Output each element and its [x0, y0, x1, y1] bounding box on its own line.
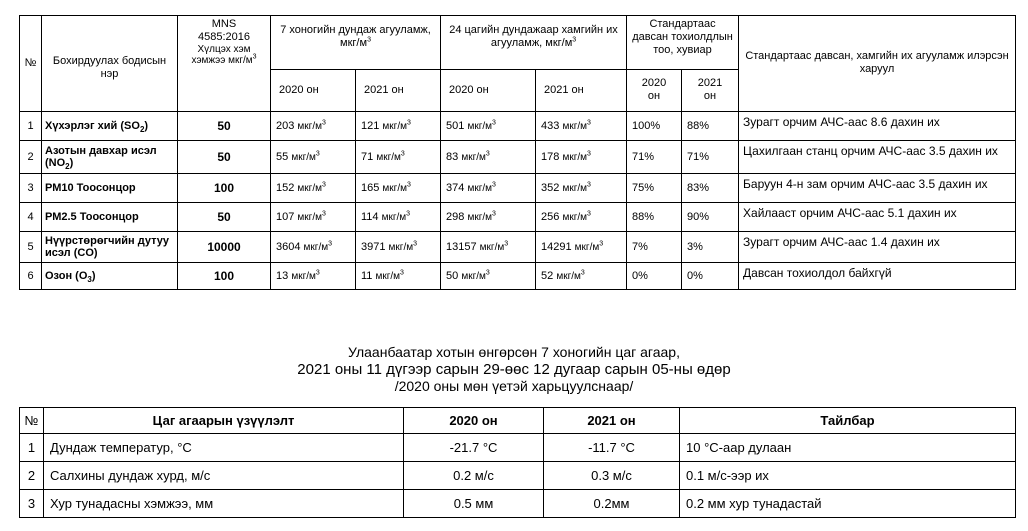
value-number: 14291: [541, 240, 572, 253]
row-num: 6: [20, 262, 42, 289]
value-unit: мкг/м: [388, 241, 414, 253]
header-avg-2021: 2021 он: [356, 69, 441, 111]
exceed-2020: 100%: [627, 111, 682, 140]
exceed-2021: 0%: [682, 262, 739, 289]
value-cell: 52 мкг/$м^3$: [536, 262, 627, 289]
exceed-2021: 3%: [682, 231, 739, 262]
pollutant-formula: SO: [124, 119, 140, 132]
value-cell: 203 мкг/$м^3$: [271, 111, 356, 140]
weather-value-2020: -21.7 °С: [404, 434, 544, 462]
value-number: 55: [276, 150, 289, 163]
value-number: 13: [276, 269, 289, 282]
remark-cell: Давсан тохиолдол байхгүй: [739, 262, 1016, 289]
standard-value: 50: [178, 111, 271, 140]
pollutant-name: Азотын давхар исэл: [45, 144, 157, 157]
value-cell: 256 мкг/$м^3$: [536, 202, 627, 231]
value-unit: мкг/м: [375, 270, 401, 282]
value-unit: мкг/м: [562, 151, 587, 163]
pollutant-name: Хүхэрлэг хий: [45, 119, 118, 132]
value-number: 3604: [276, 240, 301, 253]
weather-value-2020: 0.2 м/с: [404, 462, 544, 490]
value-cell: 165 мкг/$м^3$: [356, 173, 441, 202]
weather-title: [0, 344, 1028, 395]
header-mns-line1: MNS: [211, 18, 237, 30]
weather-row-num: 2: [20, 462, 44, 490]
weather-header-2021: 2021 он: [544, 408, 680, 434]
exceed-2021: 83%: [682, 173, 739, 202]
standard-value: 50: [178, 140, 271, 173]
value-number: 178: [541, 150, 560, 163]
header-avg7-label: 7 хоногийн дундаж агууламж, мкг/м: [280, 24, 431, 49]
value-cell: 352 мкг/$м^3$: [536, 173, 627, 202]
row-num: 2: [20, 140, 42, 173]
value-cell: 83 мкг/$м^3$: [441, 140, 536, 173]
value-number: 107: [276, 210, 295, 223]
weather-indicator: Дундаж температур, °С: [44, 434, 404, 462]
weather-value-2020: 0.5 мм: [404, 490, 544, 518]
weather-header-note: Тайлбар: [680, 408, 1016, 434]
value-unit: мкг/м: [303, 241, 329, 253]
weather-value-2021: 0.2мм: [544, 490, 680, 518]
value-number: 433: [541, 119, 560, 132]
value-unit: мкг/м: [467, 182, 492, 194]
pollutant-formula-sub: 2: [65, 161, 70, 171]
value-number: 52: [541, 269, 554, 282]
weather-value-2021: 0.3 м/с: [544, 462, 680, 490]
weather-note: 0.2 мм хур тунадастай: [680, 490, 1016, 518]
value-number: 3971: [361, 240, 386, 253]
weather-title-line2: 2021 оны 11 дүгээр сарын 29-өөс 12 дугаар сарын 05-ны өдөр: [297, 361, 731, 378]
exceed-2021: 90%: [682, 202, 739, 231]
header-mns-desc: Хүлцэх хэм хэмжээ мкг/$м^3$: [178, 44, 271, 111]
value-cell: 152 мкг/$м^3$: [271, 173, 356, 202]
weather-header-indicator: Цаг агаарын үзүүлэлт: [44, 408, 404, 434]
pollutant-name: Озон: [45, 269, 73, 282]
exceed-2020: 88%: [627, 202, 682, 231]
header-num: №: [20, 16, 42, 112]
header-mns-desc-label: Хүлцэх хэм хэмжээ мкг/м: [191, 44, 253, 66]
value-unit: мкг/м: [562, 182, 587, 194]
value-cell: 13 мкг/$м^3$: [271, 262, 356, 289]
pollutant-formula: O: [78, 269, 88, 282]
header-ex-2020: [627, 69, 682, 111]
value-unit: мкг/м: [381, 211, 407, 223]
value-number: 374: [446, 181, 465, 194]
weather-table-body: [20, 434, 1016, 518]
remark-cell: Хайлааст орчим АЧС-аас 5.1 дахин их: [739, 202, 1016, 231]
value-unit: мкг/м: [461, 151, 486, 163]
pollutant-cell: [42, 173, 178, 202]
pollutant-row: [20, 140, 1016, 173]
weather-indicator: Салхины дундаж хурд, м/с: [44, 462, 404, 490]
value-cell: 71 мкг/$м^3$: [356, 140, 441, 173]
pollutant-row: [20, 173, 1016, 202]
value-unit: мкг/м: [461, 270, 486, 282]
value-unit: мкг/м: [562, 120, 587, 132]
weather-row: [20, 462, 1016, 490]
header-max24-label: 24 цагийн дундажаар хамгийн их агууламж, мкг/м: [449, 24, 618, 49]
weather-row: [20, 434, 1016, 462]
value-cell: 501 мкг/$м^3$: [441, 111, 536, 140]
pollutant-cell: [42, 202, 178, 231]
value-cell: 3604 мкг/$м^3$: [271, 231, 356, 262]
header-exceed: Стандартаас давсан тохиолдлын тоо, хувиар: [627, 16, 739, 70]
exceed-2021: 71%: [682, 140, 739, 173]
header-pollutant: [42, 16, 178, 112]
pollution-table: [19, 15, 1016, 290]
value-number: 203: [276, 119, 295, 132]
pollutant-formula-sub: 3: [87, 274, 92, 284]
header-max-2021: 2021 он: [536, 69, 627, 111]
pollutant-formula-sub: 2: [139, 124, 145, 134]
value-unit: мкг/м: [479, 241, 505, 253]
value-number: 83: [446, 150, 459, 163]
pollutant-name: РМ2.5 Тоосонцор: [45, 210, 139, 223]
value-number: 114: [361, 210, 379, 223]
pollutant-formula: CO: [77, 246, 94, 259]
weather-note: 10 °С-аар дулаан: [680, 434, 1016, 462]
value-number: 152: [276, 181, 295, 194]
header-avg7: 7 хоногийн дундаж агууламж, мкг/$м^3$: [271, 16, 441, 70]
weather-table: [19, 407, 1016, 518]
value-cell: 11 мкг/$м^3$: [356, 262, 441, 289]
value-unit: мкг/м: [556, 270, 581, 282]
value-number: 298: [446, 210, 465, 223]
weather-indicator: Хур тунадасны хэмжээ, мм: [44, 490, 404, 518]
value-number: 165: [361, 181, 380, 194]
exceed-2020: 7%: [627, 231, 682, 262]
exceed-2020: 75%: [627, 173, 682, 202]
remark-cell: Зурагт орчим АЧС-аас 8.6 дахин их: [739, 111, 1016, 140]
pollutant-cell: Нүүрстөрөгчийн дутуу исэл (CO): [42, 231, 178, 262]
value-unit: мкг/м: [382, 182, 407, 194]
value-cell: 178 мкг/$м^3$: [536, 140, 627, 173]
value-number: 256: [541, 210, 560, 223]
header-mns: [178, 16, 271, 45]
value-cell: 298 мкг/$м^3$: [441, 202, 536, 231]
value-unit: мкг/м: [467, 120, 492, 132]
header-avg-2020: 2020 он: [271, 69, 356, 111]
weather-note: 0.1 м/с-ээр их: [680, 462, 1016, 490]
standard-value: 100: [178, 262, 271, 289]
weather-value-2021: -11.7 °С: [544, 434, 680, 462]
weather-header-2020: 2020 он: [404, 408, 544, 434]
value-unit: мкг/м: [297, 211, 322, 223]
pollution-table-body: [20, 111, 1016, 289]
value-unit: мкг/м: [291, 151, 316, 163]
standard-value: 100: [178, 173, 271, 202]
header-mns-line2: 4585:2016: [198, 31, 250, 43]
exceed-2020: 0%: [627, 262, 682, 289]
weather-title-line1: Улаанбаатар хотын өнгөрсөн 7 хоногийн цаг агаар,: [348, 344, 680, 360]
header-max-2020: 2020 он: [441, 69, 536, 111]
value-cell: 374 мкг/$м^3$: [441, 173, 536, 202]
value-number: 71: [361, 150, 374, 163]
value-unit: мкг/м: [382, 120, 407, 132]
value-number: 11: [361, 269, 373, 282]
weather-title-line3: /2020 оны мөн үетэй харьцуулснаар/: [394, 378, 634, 394]
header-remark: Стандартаас давсан, хамгийн их агууламж илэрсэн харуул: [739, 16, 1016, 112]
header-ex-2021: [682, 69, 739, 111]
pollutant-row: [20, 231, 1016, 262]
row-num: 5: [20, 231, 42, 262]
value-cell: 3971 мкг/$м^3$: [356, 231, 441, 262]
row-num: 1: [20, 111, 42, 140]
value-number: 352: [541, 181, 560, 194]
pollutant-name: РМ10 Тоосонцор: [45, 181, 136, 194]
weather-row-num: 3: [20, 490, 44, 518]
standard-value: 10000: [178, 231, 271, 262]
value-cell: 114 мкг/$м^3$: [356, 202, 441, 231]
pollutant-row: [20, 202, 1016, 231]
weather-row: [20, 490, 1016, 518]
pollutant-name: Нүүрстөрөгчийн дутуу исэл: [45, 234, 170, 259]
value-number: 50: [446, 269, 459, 282]
header-ex-2021-label: 2021 он: [697, 77, 723, 102]
value-number: 501: [446, 119, 465, 132]
pollutant-row: [20, 262, 1016, 289]
pollutant-cell: Озон $(O_3)$: [42, 262, 178, 289]
standard-value: 50: [178, 202, 271, 231]
value-unit: мкг/м: [297, 182, 322, 194]
value-cell: 433 мкг/$м^3$: [536, 111, 627, 140]
value-cell: 55 мкг/$м^3$: [271, 140, 356, 173]
value-cell: 14291 мкг/$м^3$: [536, 231, 627, 262]
pollutant-formula: NO: [48, 156, 66, 169]
header-pollutant-label: Бохирдуулах бодисын нэр: [52, 55, 167, 81]
value-unit: мкг/м: [574, 241, 600, 253]
weather-row-num: 1: [20, 434, 44, 462]
exceed-2020: 71%: [627, 140, 682, 173]
value-cell: 13157 мкг/$м^3$: [441, 231, 536, 262]
value-number: 13157: [446, 240, 477, 253]
value-unit: мкг/м: [376, 151, 401, 163]
value-number: 121: [361, 119, 380, 132]
row-num: 4: [20, 202, 42, 231]
value-cell: 50 мкг/$м^3$: [441, 262, 536, 289]
value-unit: мкг/м: [467, 211, 492, 223]
value-cell: 121 мкг/$м^3$: [356, 111, 441, 140]
header-max24: 24 цагийн дундажаар хамгийн их агууламж, мкг/$м^3$: [441, 16, 627, 70]
weather-header-num: №: [20, 408, 44, 434]
header-ex-2020-label: 2020 он: [641, 77, 667, 102]
remark-cell: Зурагт орчим АЧС-аас 1.4 дахин их: [739, 231, 1016, 262]
value-unit: мкг/м: [291, 270, 316, 282]
pollutant-cell: Хүхэрлэг хий $(SO_2)$: [42, 111, 178, 140]
remark-cell: Цахилгаан станц орчим АЧС-аас 3.5 дахин их: [739, 140, 1016, 173]
pollutant-row: [20, 111, 1016, 140]
pollutant-cell: Азотын давхар исэл $(NO_2)$: [42, 140, 178, 173]
value-cell: 107 мкг/$м^3$: [271, 202, 356, 231]
value-unit: мкг/м: [297, 120, 322, 132]
value-unit: мкг/м: [562, 211, 587, 223]
exceed-2021: 88%: [682, 111, 739, 140]
remark-cell: Баруун 4-н зам орчим АЧС-аас 3.5 дахин их: [739, 173, 1016, 202]
row-num: 3: [20, 173, 42, 202]
